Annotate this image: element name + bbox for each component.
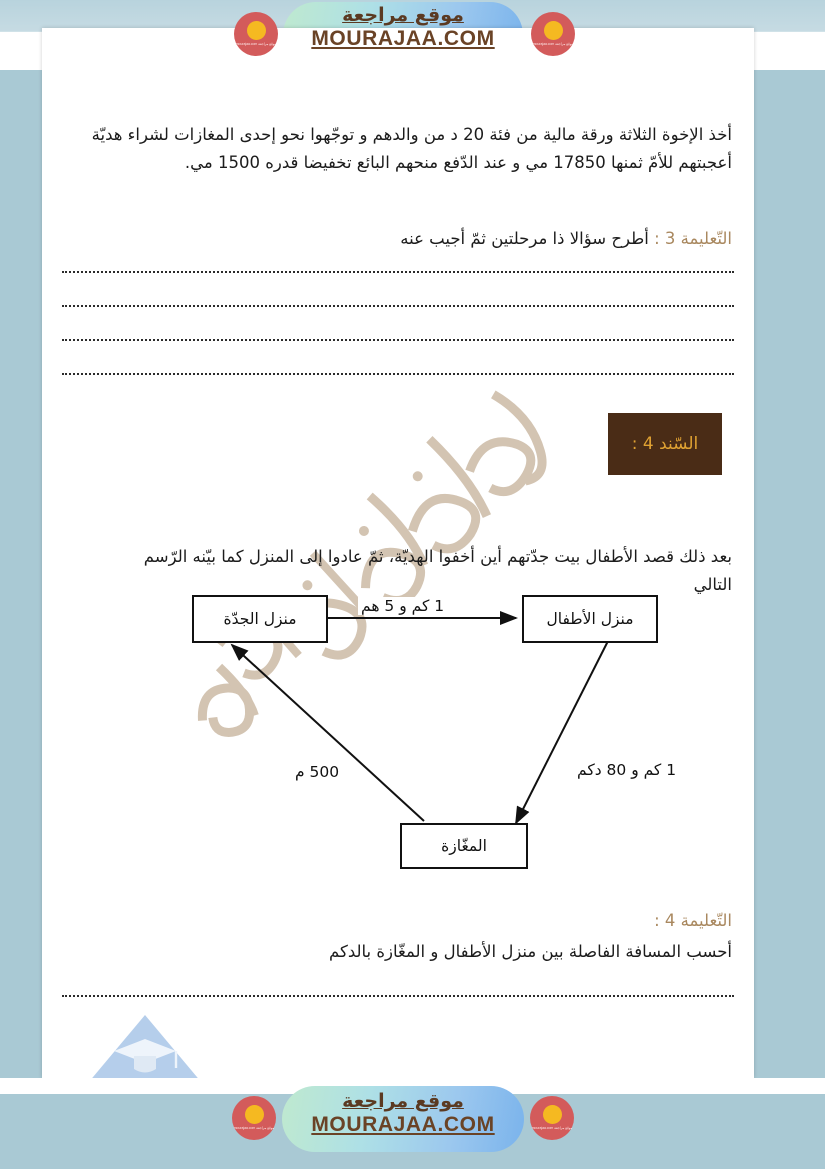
graduation-cap-icon bbox=[84, 1013, 206, 1078]
mourajaa-logo-icon bbox=[234, 12, 278, 56]
brand-domain-label: MOURAJAA.COM bbox=[311, 1112, 495, 1136]
node-store bbox=[400, 823, 528, 869]
answer-line[interactable] bbox=[62, 995, 734, 997]
logo-caption: موقع مراجعة mourajaa.com bbox=[531, 1126, 573, 1131]
instruction-3-text: أطرح سؤالا ذا مرحلتين ثمّ أجيب عنه bbox=[400, 228, 649, 248]
mourajaa-logo-icon bbox=[530, 1096, 574, 1140]
mourajaa-logo-icon bbox=[531, 12, 575, 56]
logo-caption: موقع مراجعة mourajaa.com bbox=[532, 42, 574, 47]
sanad-4-label: السّند 4 : bbox=[631, 434, 699, 454]
answer-line[interactable] bbox=[62, 305, 734, 307]
edge-label-store-grandmother: 500 م bbox=[292, 763, 342, 781]
distance-diagram bbox=[42, 573, 754, 883]
brand-arabic-label: موقع مراجعة bbox=[342, 1090, 464, 1112]
logo-mark-icon bbox=[245, 1105, 264, 1124]
node-label: منزل الجدّة bbox=[223, 610, 297, 628]
answer-line[interactable] bbox=[62, 373, 734, 375]
instruction-4-label: التّعليمة 4 : bbox=[654, 910, 732, 930]
brand-arabic-label: موقع مراجعة bbox=[342, 4, 464, 26]
worksheet-page-inner bbox=[42, 28, 754, 1078]
instruction-3-label: التّعليمة 3 : bbox=[654, 228, 732, 248]
instruction-3 bbox=[72, 225, 732, 253]
logo-caption: موقع مراجعة mourajaa.com bbox=[233, 1126, 275, 1131]
sanad-4-box bbox=[608, 413, 722, 475]
bottom-brand-text bbox=[282, 1092, 524, 1136]
node-children-house bbox=[522, 595, 658, 643]
node-grandmother-house bbox=[192, 595, 328, 643]
edge-label-grandmother-children: 1 كم و 5 هم bbox=[358, 597, 447, 615]
logo-mark-icon bbox=[247, 21, 266, 40]
instruction-4-text: أحسب المسافة الفاصلة بين منزل الأطفال و المغّازة بالدكم bbox=[329, 941, 732, 961]
top-brand-text bbox=[283, 6, 523, 50]
node-label: منزل الأطفال bbox=[546, 610, 634, 628]
logo-mark-icon bbox=[543, 1105, 562, 1124]
logo-caption: موقع مراجعة mourajaa.com bbox=[235, 42, 277, 47]
bottom-brand-banner bbox=[0, 1078, 825, 1169]
mourajaa-logo-icon bbox=[232, 1096, 276, 1140]
brand-domain-label: MOURAJAA.COM bbox=[311, 26, 495, 50]
answer-line[interactable] bbox=[62, 271, 734, 273]
answer-line[interactable] bbox=[62, 339, 734, 341]
intro-paragraph: أخذ الإخوة الثلاثة ورقة مالية من فئة 20 د من والدهم و توجّهوا نحو إحدى المغازات لشراء هديّة أعجبتهم للأمّ ثمنها 17850 مي و عند الدّفع منحهم البائع تخفيضا قدره 1500 مي. bbox=[91, 124, 732, 172]
node-label: المغّازة bbox=[441, 837, 487, 855]
logo-mark-icon bbox=[544, 21, 563, 40]
edge-label-children-store: 1 كم و 80 دكم bbox=[574, 761, 679, 779]
worksheet-page bbox=[42, 28, 754, 1078]
scene-paragraph: بعد ذلك قصد الأطفال بيت جدّتهم أين أخفوا الهديّة، ثمّ عادوا إلى المنزل كما بيّنه الرّسم التالي bbox=[143, 546, 732, 594]
